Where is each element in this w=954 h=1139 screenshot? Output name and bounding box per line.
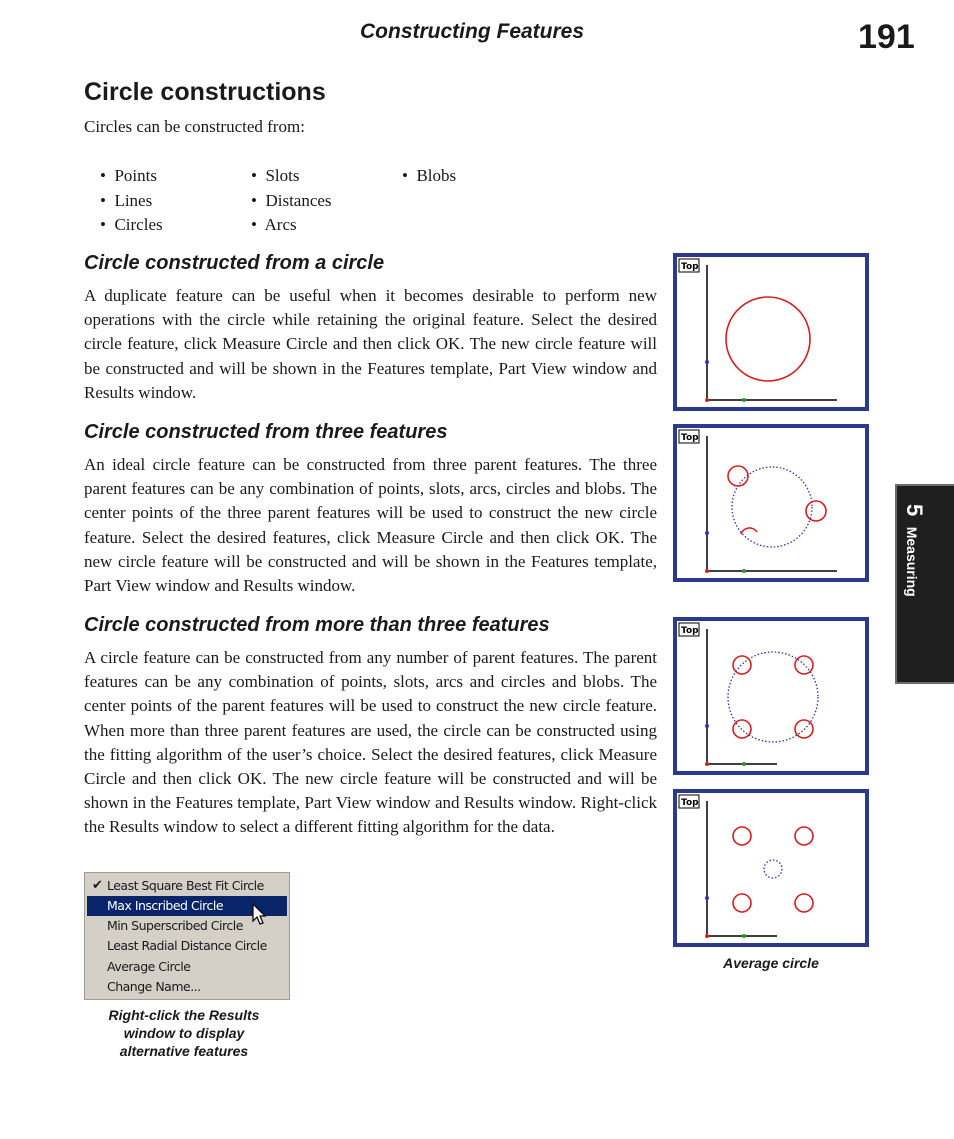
menu-item-change-name[interactable]: Change Name... [107, 979, 201, 994]
svg-text:Top: Top [681, 262, 699, 272]
part-view-image [677, 257, 865, 407]
menu-item-average[interactable]: Average Circle [107, 959, 191, 974]
figure-three-features [673, 424, 869, 582]
list-item: • Arcs [251, 215, 297, 234]
section-heading-three-features: Circle constructed from three features [84, 421, 448, 443]
bullet-column-2 [251, 164, 401, 238]
part-view-image [677, 428, 865, 578]
section-text-three-features: An ideal circle feature can be constructed from three parent features. The three parent features can be any combination of points, slots, arcs, circles and blobs. The center points of the three parent features will be used to construct the new circle feature. Select the desired features, click Measure Circle and then click OK. The new circle feature will be constructed and will be shown in the Features template, Part View window and Results window. [84, 455, 657, 596]
bullet-column-3 [402, 164, 552, 189]
bullet-column-1 [100, 164, 250, 238]
part-view-image [677, 793, 865, 943]
chapter-number: 5 [902, 504, 927, 517]
checkmark-icon: ✔ [92, 878, 103, 893]
section-text-more-features: A circle feature can be constructed from any number of parent features. The parent features can be any combination of points, slots, arcs and circles and blobs. The center points of the parent features will be used to construct the new circle feature. When more than three parent features are used, the circle can be constructed using the fitting algorithm of the user’s choice. Select the desired features, click Measure Circle and then click OK. The new circle feature will be constructed and will be shown in the Features template, Part View window and Results window. Right-click the Results window to select a different fitting algorithm for the data. [84, 648, 657, 837]
page-title: Circle constructions [84, 78, 326, 106]
page-number: 191 [858, 18, 915, 56]
chapter-label: Measuring [904, 526, 920, 597]
figure-circle-from-circle [673, 253, 869, 411]
section-heading-more-features: Circle constructed from more than three features [84, 614, 550, 636]
list-item: • Blobs [402, 166, 457, 185]
chapter-tab[interactable] [895, 484, 954, 684]
section-heading-from-circle: Circle constructed from a circle [84, 252, 385, 274]
figure-caption-average: Average circle [723, 955, 819, 971]
menu-item-least-square[interactable]: ✔ Least Square Best Fit Circle [87, 876, 287, 896]
menu-item-min-superscribed[interactable]: Min Superscribed Circle [107, 918, 243, 933]
menu-caption: Right-click the Results window to display alternative features [108, 1007, 260, 1059]
menu-item-least-radial[interactable]: Least Radial Distance Circle [107, 938, 267, 953]
intro-text: Circles can be constructed from: [84, 117, 305, 136]
list-item: • Circles [100, 215, 163, 234]
figure-average-circle [673, 789, 869, 947]
part-view-image [677, 621, 865, 771]
mouse-pointer-icon [252, 903, 268, 927]
list-item: • Slots [251, 166, 300, 185]
list-item: • Points [100, 166, 157, 185]
section-text-from-circle: A duplicate feature can be useful when it becomes desirable to perform new operations with the circle while retaining the original feature. Select the desired circle feature, click Measure Circle and then click OK. The new circle feature will be constructed and will be shown in the Features template, Part View window and Results window. [84, 286, 657, 402]
svg-text:Top: Top [681, 798, 699, 808]
svg-text:Top: Top [681, 433, 699, 443]
svg-text:Top: Top [681, 626, 699, 636]
menu-item-max-inscribed[interactable]: Max Inscribed Circle [87, 896, 287, 916]
list-item: • Lines [100, 190, 153, 210]
section-title: Constructing Features [360, 20, 585, 43]
list-item: • Distances [251, 190, 332, 210]
fitting-algorithm-menu [84, 872, 290, 1000]
figure-more-features [673, 617, 869, 775]
